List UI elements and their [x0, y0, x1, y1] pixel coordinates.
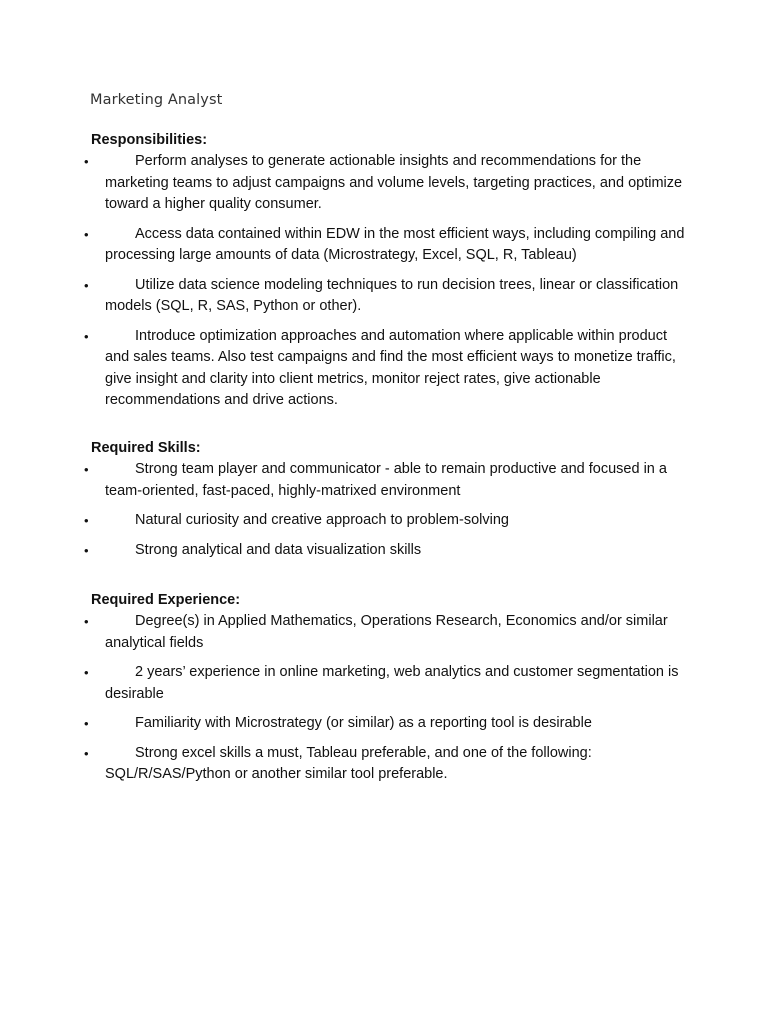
list-item: [0, 662, 685, 705]
list-item-text: Access data contained within EDW in the most efficient ways, including compiling and processing large amounts of data (Microstrategy, Excel, SQL, R, Tableau): [105, 225, 685, 263]
bullet-icon: •: [84, 745, 89, 761]
bullet-icon: •: [84, 226, 89, 242]
bullet-icon: •: [84, 328, 89, 344]
list-item: [0, 743, 685, 786]
list-item: [0, 540, 685, 562]
list-item: [0, 224, 685, 267]
list-item: [0, 611, 685, 654]
list-item: [0, 459, 685, 502]
list-item: [0, 151, 685, 216]
list-item: [0, 713, 685, 735]
list-item-text: Strong team player and communicator - able to remain productive and focused in a team-oriented, fast-paced, highly-matrixed environment: [105, 461, 667, 499]
list-item-text: Perform analyses to generate actionable insights and recommendations for the marketing teams to adjust campaigns and volume levels, targeting practices, and optimize toward a higher quality consumer.: [105, 153, 683, 212]
bullet-icon: •: [84, 716, 89, 731]
bullet-icon: •: [84, 277, 89, 293]
bullet-icon: •: [84, 614, 89, 629]
list-item: [0, 275, 685, 318]
list-item-text: Introduce optimization approaches and automation where applicable within product and sales teams. Also test campaigns and find the most efficient ways to monetize traffic, give insight and clarity into client metrics, monitor reject rates, give actionable recommendations and drive actions.: [105, 327, 676, 408]
list-item-text: Familiarity with Microstrategy (or similar) as a reporting tool is desirable: [135, 715, 592, 731]
list-item: [0, 510, 685, 532]
list-item-text: Strong analytical and data visualization skills: [135, 541, 422, 558]
list-item-text: Strong excel skills a must, Tableau preferable, and one of the following: SQL/R/SAS/Python or another similar tool preferable.: [105, 744, 592, 782]
bullet-icon: •: [84, 462, 89, 477]
bullet-icon: •: [84, 513, 89, 528]
responsibilities-list: [0, 151, 768, 420]
list-item-text: Natural curiosity and creative approach to problem-solving: [135, 512, 509, 528]
experience-heading: Required Experience:: [91, 592, 241, 608]
list-item: [0, 326, 685, 412]
skills-heading: Required Skills:: [91, 440, 201, 456]
document-title: Marketing Analyst: [90, 92, 223, 108]
responsibilities-heading: Responsibilities:: [91, 132, 208, 148]
bullet-icon: •: [84, 665, 89, 680]
list-item-text: Utilize data science modeling techniques to run decision trees, linear or classification models (SQL, R, SAS, Python or other).: [105, 276, 679, 314]
list-item-text: 2 years’ experience in online marketing, web analytics and customer segmentation is desirable: [105, 664, 679, 702]
skills-list: [0, 459, 768, 569]
bullet-icon: •: [84, 542, 89, 558]
experience-list: [0, 611, 768, 794]
bullet-icon: •: [84, 154, 89, 169]
list-item-text: Degree(s) in Applied Mathematics, Operations Research, Economics and/or similar analytical fields: [105, 613, 668, 651]
